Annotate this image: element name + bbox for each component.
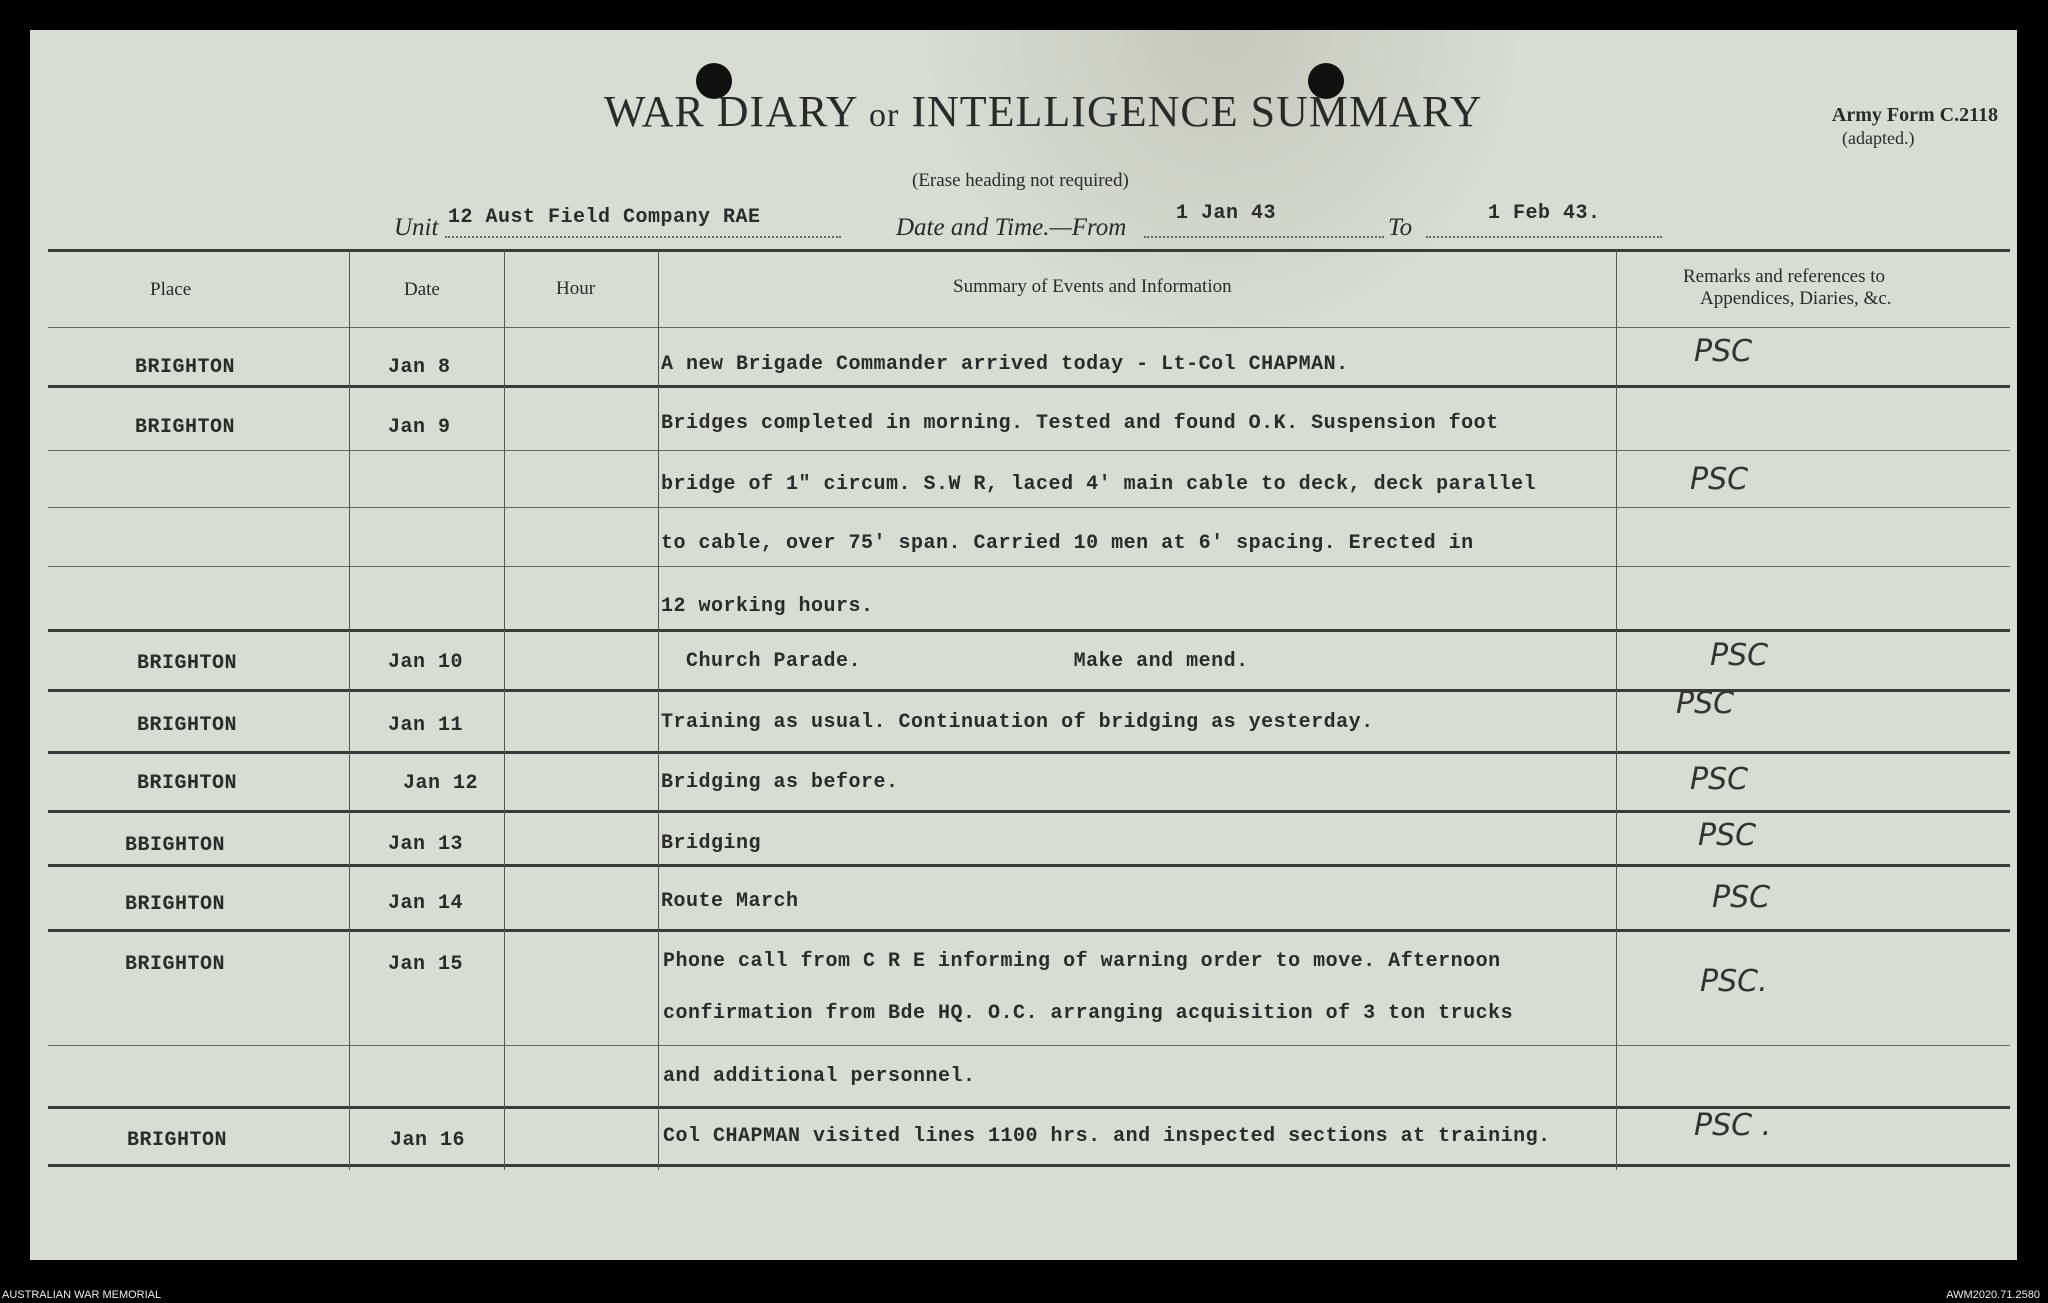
entry-initials: PSC [1694,334,1753,369]
entry-place: BRIGHTON [135,416,236,439]
col-header-remarks-line1: Remarks and references to [1683,266,1886,287]
col-header-hour: Hour [556,278,596,299]
entry-summary-line: confirmation from Bde HQ. O.C. arranging acquisition of 3 ton trucks [663,1002,1514,1025]
entry-summary-line: and additional personnel. [663,1065,976,1088]
entry-initials: PSC [1676,686,1735,721]
entry-initials: PSC [1710,638,1769,673]
row-rule [48,864,2010,867]
row-rule [48,751,2010,754]
row-rule [48,385,2010,388]
entry-summary-line: A new Brigade Commander arrived today - Lt-Col CHAPMAN. [661,353,1349,376]
entry-summary-line: to cable, over 75' span. Carried 10 men at 6' spacing. Erected in [661,532,1474,555]
date-from-value: 1 Jan 43 [1176,202,1277,225]
footer-credit: AUSTRALIAN WAR MEMORIAL [2,1289,162,1301]
row-rule [48,810,2010,813]
footer-accession-number: AWM2020.71.2580 [1946,1289,2040,1301]
form-adapted: (adapted.) [1842,128,1915,148]
entry-summary-line: Route March [661,890,799,913]
to-label: To [1388,214,1413,241]
entry-date: Jan 10 [388,651,464,674]
row-rule [48,450,2010,451]
title-or: or [869,97,900,134]
date-to-dotline [1426,236,1662,238]
entry-place: BRIGHTON [137,714,238,737]
col-divider [504,250,505,1170]
entry-place: BRIGHTON [127,1129,228,1152]
entry-date: Jan 12 [403,772,479,795]
entry-date: Jan 16 [390,1129,466,1152]
entry-date: Jan 8 [388,356,451,379]
entry-summary-line: Training as usual. Continuation of bridging as yesterday. [661,711,1374,734]
entry-initials: PSC [1690,762,1749,797]
col-divider [349,250,350,1170]
title-part1: WAR DIARY [604,87,858,136]
entry-date: Jan 9 [388,416,451,439]
row-rule [48,629,2010,632]
entry-date: Jan 13 [388,833,464,856]
unit-dotline [445,236,841,238]
entry-initials: PSC . [1694,1108,1772,1143]
date-to-value: 1 Feb 43. [1488,202,1601,225]
col-divider [658,250,659,1170]
entry-summary-line: Bridging as before. [661,771,899,794]
entry-summary-line: 12 working hours. [661,595,874,618]
entry-place: BRIGHTON [125,953,226,976]
col-header-date: Date [404,279,440,300]
entry-place: BRIGHTON [137,652,238,675]
header-bottom-rule [48,327,2010,328]
entry-place: BRIGHTON [125,893,226,916]
row-rule [48,1045,2010,1046]
col-divider [1616,250,1617,1170]
form-title [604,86,1483,137]
row-rule [48,507,2010,508]
entry-initials: PSC [1690,462,1749,497]
entry-initials: PSC [1698,818,1757,853]
entry-date: Jan 15 [388,953,464,976]
unit-label: Unit [394,214,439,241]
title-part2: INTELLIGENCE SUMMARY [911,87,1483,136]
entry-place: BRIGHTON [137,772,238,795]
col-header-remarks-line2: Appendices, Diaries, &c. [1700,288,1892,309]
entry-date: Jan 14 [388,892,464,915]
entry-summary-line: Church Parade. Make and mend. [661,650,1249,673]
date-from-dotline [1144,236,1384,238]
row-rule [48,929,2010,932]
entry-place: BRIGHTON [135,356,236,379]
form-subtitle: (Erase heading not required) [912,170,1129,191]
date-label: Date and Time.—From [896,214,1127,241]
entry-initials: PSC [1712,880,1771,915]
row-rule [48,566,2010,567]
entry-date: Jan 11 [388,714,464,737]
entry-place: BBIGHTON [125,834,226,857]
unit-value: 12 Aust Field Company RAE [448,206,761,229]
entry-summary-line: Bridges completed in morning. Tested and found O.K. Suspension foot [661,412,1499,435]
form-number: Army Form C.2118 [1831,104,1998,126]
col-header-place: Place [150,279,192,300]
table-bottom-rule [48,1164,2010,1167]
entry-summary-line: bridge of 1" circum. S.W R, laced 4' main cable to deck, deck parallel [661,473,1537,496]
entry-initials: PSC. [1700,964,1768,999]
entry-summary-line: Bridging [661,832,762,855]
entry-summary-line: Phone call from C R E informing of warning order to move. Afternoon [663,950,1501,973]
col-header-summary: Summary of Events and Information [953,276,1232,297]
entry-summary-line: Col CHAPMAN visited lines 1100 hrs. and inspected sections at training. [663,1125,1551,1148]
table-top-rule [48,249,2010,252]
